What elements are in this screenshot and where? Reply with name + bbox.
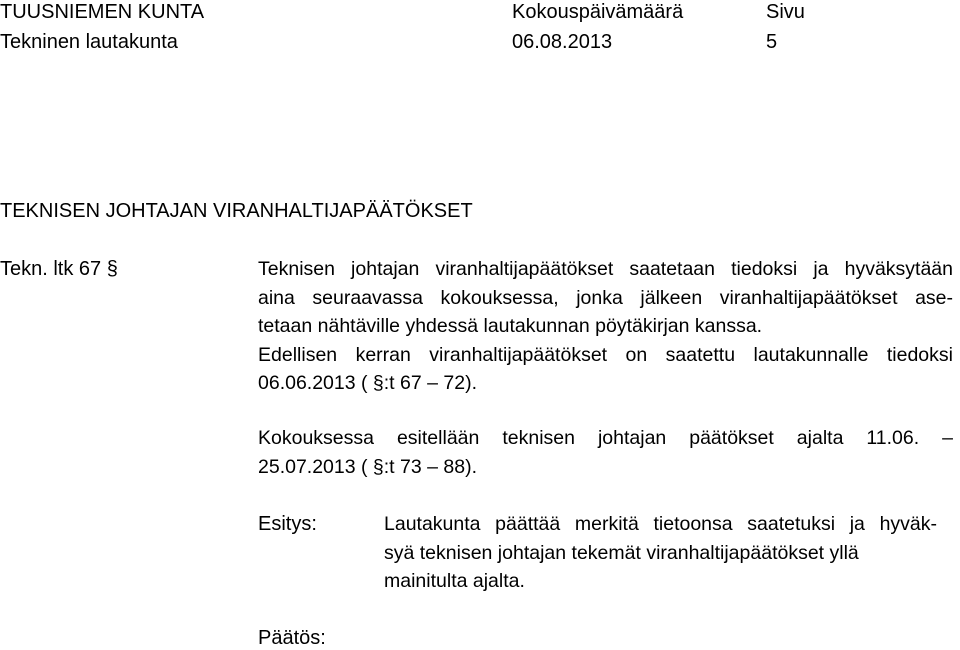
organization-name: TUUSNIEMEN KUNTA (0, 1, 205, 23)
body-line: tetaan nähtäville yhdessä lautakunnan pöytäkirjan kanssa. (258, 315, 763, 338)
esitys-label: Esitys: (258, 513, 317, 535)
body-line: Teknisen johtajan viranhaltijapäätökset saatetaan tiedoksi ja hyväksytään (258, 258, 953, 280)
item-reference: Tekn. ltk 67 § (0, 258, 118, 280)
body-paragraph-1 (258, 255, 953, 398)
body-paragraph-2 (258, 424, 953, 481)
esitys-text (384, 510, 937, 596)
body-line: 06.06.2013 ( §:t 67 – 72). (258, 372, 477, 395)
paatos-label: Päätös: (258, 627, 326, 649)
body-line: 25.07.2013 ( §:t 73 – 88). (258, 455, 477, 478)
esitys-line: syä teknisen johtajan tekemät viranhaltijapäätökset yllä (384, 541, 859, 564)
body-line: Kokouksessa esitellään teknisen johtajan päätökset ajalta 11.06. – (258, 427, 953, 449)
department-name: Tekninen lautakunta (0, 31, 178, 53)
meeting-date-label: Kokouspäivämäärä (512, 1, 684, 23)
page-number: 5 (766, 31, 778, 53)
section-title: TEKNISEN JOHTAJAN VIRANHALTIJAPÄÄTÖKSET (0, 200, 473, 222)
page-label: Sivu (766, 1, 805, 23)
meeting-date: 06.08.2013 (512, 31, 613, 53)
body-line: Edellisen kerran viranhaltijapäätökset on saatettu lautakunnalle tiedoksi (258, 343, 953, 366)
esitys-line: Lautakunta päättää merkitä tietoonsa saatetuksi ja hyväk- (384, 513, 937, 535)
esitys-line: mainitulta ajalta. (384, 570, 525, 593)
body-line: aina seuraavassa kokouksessa, jonka jälkeen viranhaltijapäätökset ase- (258, 286, 953, 309)
